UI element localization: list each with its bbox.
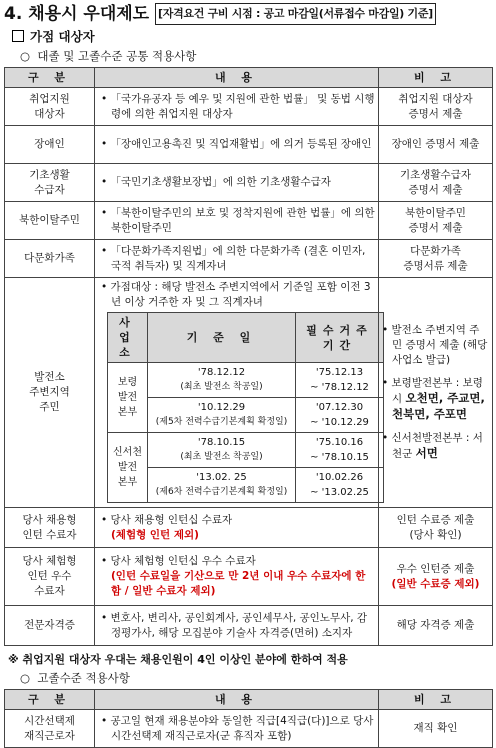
plant-period: '10.02.26 ~ '13.02.25: [296, 468, 384, 503]
row-note: 해당 자격증 제출: [379, 606, 493, 646]
heading-note: [자격요건 구비 시점 : 공고 마감일(서류접수 마감일) 기준]: [155, 3, 436, 25]
row-note: 다문화가족 증명서류 제출: [379, 240, 493, 278]
plant-table: [107, 312, 384, 503]
row-type: 취업지원 대상자: [5, 88, 95, 126]
row-content: • 「다문화가족지원법」에 의한 다문화가족 (결혼 이민자, 국적 취득자) 및 직계자녀: [95, 240, 379, 278]
row-content: • 「북한이탈주민의 보호 및 정착지원에 관한 법률」에 의한 북한이탈주민: [95, 202, 379, 240]
col-header-type: 구 분: [5, 68, 95, 88]
table-row: [5, 508, 493, 548]
row-content: • 「장애인고용촉진 및 직업재활법」에 의거 등록된 장애인: [95, 126, 379, 164]
table-row: [5, 710, 493, 748]
plant-site: 보령 발전 본부: [108, 363, 148, 433]
col-header-note: 비 고: [379, 68, 493, 88]
row-type: 당사 체험형 인턴 우수 수료자: [5, 548, 95, 606]
row-type: 장애인: [5, 126, 95, 164]
row-type: 발전소 주변지역 주민: [5, 278, 95, 508]
row-note: • 발전소 주변지역 주민 증명서 제출 (해당 사업소 발급) • 보령발전본부 : 보령시 오천면, 주교면, 천북면, 주포면 • 신서천발전본부 : 서천군 서면: [379, 278, 493, 508]
heading-title: 채용시 우대제도: [28, 4, 150, 24]
heading: [4, 2, 492, 26]
checkbox-icon: [12, 30, 24, 42]
row-type: 북한이탈주민: [5, 202, 95, 240]
plant-header-site: 사업소: [108, 313, 148, 363]
heading-number: 4.: [4, 4, 23, 24]
row-note: 우수 인턴증 제출 (일반 수료증 제외): [379, 548, 493, 606]
table-row-plant: [5, 278, 493, 508]
table-header-row: [5, 68, 493, 88]
col-header-note: 비 고: [379, 690, 493, 710]
table-row: [5, 88, 493, 126]
row-type: 기초생활 수급자: [5, 164, 95, 202]
plant-date: '13.02. 25 (제6차 전력수급기본계획 확정일): [148, 468, 296, 503]
section-title-text: 가점 대상자: [30, 29, 95, 44]
row-note: 재직 확인: [379, 710, 493, 748]
row-content: • 변호사, 변리사, 공인회계사, 공인세무사, 공인노무사, 감정평가사, 해당 모집분야 기술사 자격증(면허) 소지자: [95, 606, 379, 646]
table-row: [5, 240, 493, 278]
row-content: • 「국가유공자 등 예우 및 지원에 관한 법률」 및 동법 시행령에 의한 취업지원 대상자: [95, 88, 379, 126]
row-content: • 「국민기초생활보장법」에 의한 기초생활수급자: [95, 164, 379, 202]
table-header-row: [5, 690, 493, 710]
row-note: 기초생활수급자 증명서 제출: [379, 164, 493, 202]
plant-date: '78.12.12 (최초 발전소 착공일): [148, 363, 296, 398]
section-subtitle-text: 대졸 및 고졸수준 공통 적용사항: [37, 49, 197, 63]
col-header-content: 내 용: [95, 68, 379, 88]
row-note: 취업지원 대상자 증명서 제출: [379, 88, 493, 126]
row-content: • 공고일 현재 채용분야와 동일한 직급[4직급(다)]으로 당사 시간선택제 재직근로자(군 휴직자 포함): [95, 710, 379, 748]
row-content: • 가점대상 : 해당 발전소 주변지역에서 기준일 포함 이전 3년 이상 거주한 자 및 그 직계자녀 사업소 기 준 일 필수거주기간 보령 발전 본부 '78.12.12 (최초 발전소 착공일) '75.12.13 ~ '78.12.12 '10.12.29 (제5차 전력수급기본계획 확정일) '07.12.30 ~ '10.12.29 신서천 발전 본부 '78.10.15 (최초 발전소 착공일) '75.10.16 ~ '78.10.15 '13.02. 25 (제6차 전력수급기본계획 확정일) '10.02.26 ~ '13.02.25: [95, 278, 379, 508]
row-note: 장애인 증명서 제출: [379, 126, 493, 164]
plant-date: '78.10.15 (최초 발전소 착공일): [148, 433, 296, 468]
col-header-content: 내 용: [95, 690, 379, 710]
row-type: 다문화가족: [5, 240, 95, 278]
plant-date: '10.12.29 (제5차 전력수급기본계획 확정일): [148, 398, 296, 433]
table-row: [5, 164, 493, 202]
footnote: ※ 취업지원 대상자 우대는 채용인원이 4인 이상인 분야에 한하여 적용: [8, 653, 348, 666]
row-note: 인턴 수료증 제출 (당사 확인): [379, 508, 493, 548]
row-type: 당사 채용형 인턴 수료자: [5, 508, 95, 548]
col-header-type: 구 분: [5, 690, 95, 710]
preference-table: [4, 67, 493, 646]
plant-period: '75.10.16 ~ '78.10.15: [296, 433, 384, 468]
row-content: • 당사 체험형 인턴십 우수 수료자 (인턴 수료일을 기산으로 만 2년 이내 우수 수료자에 한함 / 일반 수료자 제외): [95, 548, 379, 606]
row-type: 전문자격증: [5, 606, 95, 646]
table-row: [5, 606, 493, 646]
row-note: 북한이탈주민 증명서 제출: [379, 202, 493, 240]
plant-period: '07.12.30 ~ '10.12.29: [296, 398, 384, 433]
plant-site: 신서천 발전 본부: [108, 433, 148, 503]
section2-subtitle-text: 고졸수준 적용사항: [37, 671, 130, 685]
section2-subtitle: ○ 고졸수준 적용사항: [20, 671, 130, 685]
page: [4, 2, 492, 748]
plant-header-period: 필수거주기간: [296, 313, 384, 363]
table-row: [5, 202, 493, 240]
table-row: [5, 126, 493, 164]
plant-header-date: 기 준 일: [148, 313, 296, 363]
highschool-table: [4, 689, 493, 748]
row-content: • 당사 채용형 인턴십 수료자 (체험형 인턴 제외): [95, 508, 379, 548]
row-type: 시간선택제 재직근로자: [5, 710, 95, 748]
section-title: [12, 28, 492, 46]
plant-period: '75.12.13 ~ '78.12.12: [296, 363, 384, 398]
section-subtitle: ○ 대졸 및 고졸수준 공통 적용사항: [20, 49, 197, 63]
table-row: [5, 548, 493, 606]
